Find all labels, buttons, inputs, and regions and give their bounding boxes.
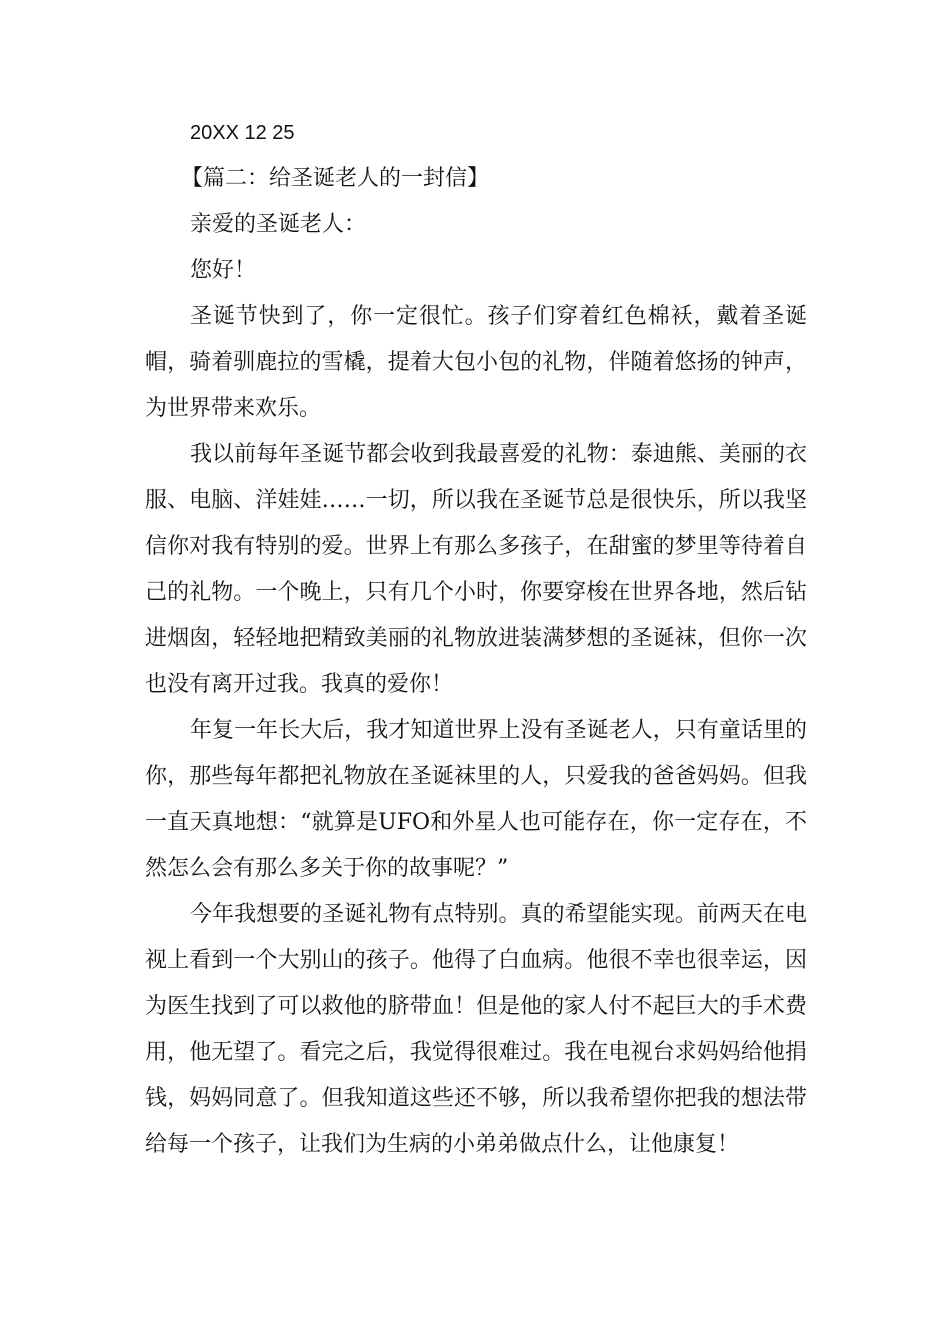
section-title: 【篇二：给圣诞老人的一封信】 [181,166,490,191]
letter-body [145,110,807,1168]
paragraph-3: 年复一年长大后，我才知道世界上没有圣诞老人，只有童话里的你，那些每年都把礼物放在圣诞袜里的人，只爱我的爸爸妈妈。但我一直天真地想：“就算是UFO和外星人也可能存在，你一定存在，不然怎么会有那么多关于你的故事呢？” [145,718,807,881]
paragraph-2: 我以前每年圣诞节都会收到我最喜爱的礼物：泰迪熊、美丽的衣服、电脑、洋娃娃……一切，所以我在圣诞节总是很快乐，所以我坚信你对我有特别的爱。世界上有那么多孩子，在甜蜜的梦里等待着自己的礼物。一个晚上，只有几个小时，你要穿梭在世界各地，然后钻进烟囱，轻轻地把精致美丽的礼物放进装满梦想的圣诞袜，但你一次也没有离开过我。我真的爱你！ [145,442,807,697]
paragraph-1: 圣诞节快到了，你一定很忙。孩子们穿着红色棉袄，戴着圣诞帽，骑着驯鹿拉的雪橇，提着大包小包的礼物，伴随着悠扬的钟声，为世界带来欢乐。 [145,304,807,421]
date-line: 20XX 12 25 [190,122,295,144]
salutation: 亲爱的圣诞老人： [190,212,367,237]
paragraph-4: 今年我想要的圣诞礼物有点特别。真的希望能实现。前两天在电视上看到一个大别山的孩子。他得了白血病。他很不幸也很幸运，因为医生找到了可以救他的脐带血！但是他的家人付不起巨大的手术费用，他无望了。看完之后，我觉得很难过。我在电视台求妈妈给他捐钱，妈妈同意了。但我知道这些还不够，所以我希望你把我的想法带给每一个孩子，让我们为生病的小弟弟做点什么，让他康复！ [145,902,807,1157]
greeting: 您好！ [190,258,257,283]
